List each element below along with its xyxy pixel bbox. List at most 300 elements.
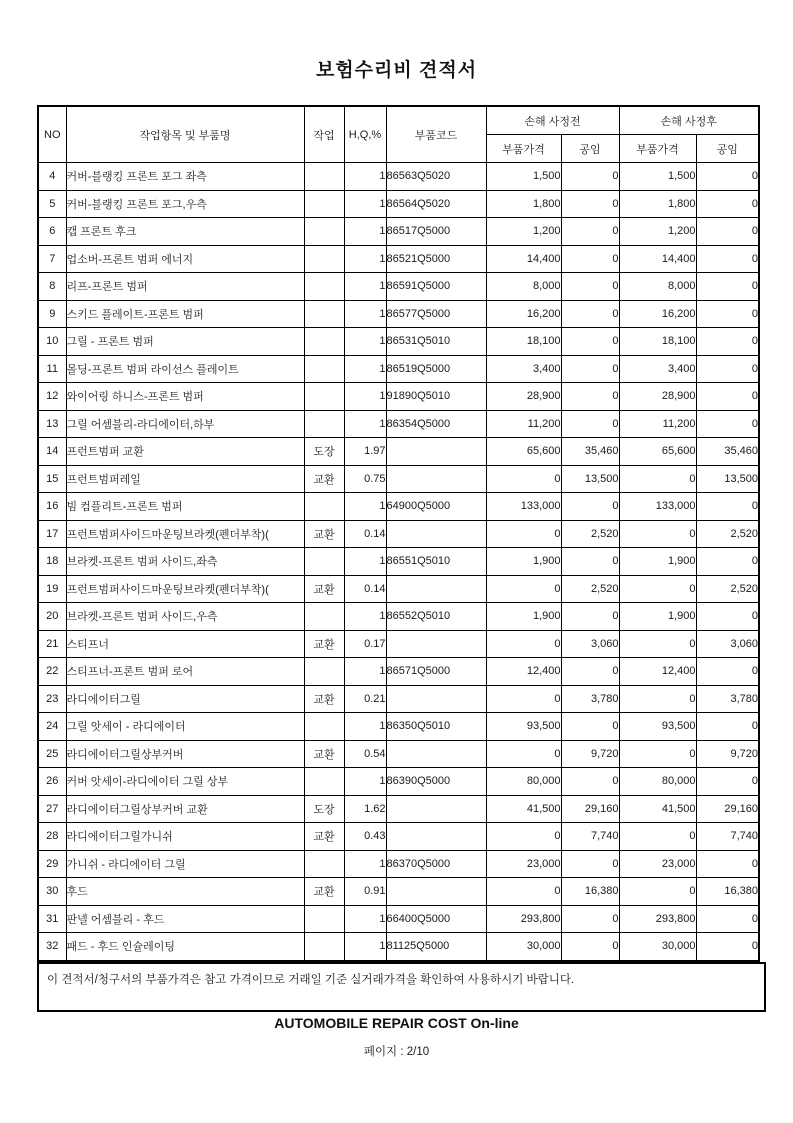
table-row bbox=[38, 685, 759, 713]
cell-labor-after: 0 bbox=[696, 245, 759, 273]
cell-part-price-after: 8,000 bbox=[619, 273, 696, 301]
cell-no: 17 bbox=[38, 520, 66, 548]
cell-part-name: 스티프너-프론트 범퍼 로어 bbox=[66, 658, 304, 686]
cell-labor-after: 0 bbox=[696, 905, 759, 933]
table-row bbox=[38, 603, 759, 631]
table-row bbox=[38, 630, 759, 658]
cell-no: 16 bbox=[38, 493, 66, 521]
cell-part-name: 판넬 어셈블리 - 후드 bbox=[66, 905, 304, 933]
cell-no: 12 bbox=[38, 383, 66, 411]
cell-part-price-before: 1,500 bbox=[486, 163, 561, 191]
cell-hq: 1 bbox=[344, 300, 386, 328]
cell-work: 도장 bbox=[304, 795, 344, 823]
cell-labor-before: 0 bbox=[561, 410, 619, 438]
cell-hq: 1.97 bbox=[344, 438, 386, 466]
cell-hq: 1 bbox=[344, 218, 386, 246]
cell-part-price-after: 14,400 bbox=[619, 245, 696, 273]
cell-no: 23 bbox=[38, 685, 66, 713]
cell-part-price-after: 0 bbox=[619, 823, 696, 851]
cell-hq: 1 bbox=[344, 850, 386, 878]
cell-labor-after: 0 bbox=[696, 190, 759, 218]
header-labor-after: 공임 bbox=[696, 135, 759, 163]
cell-part-code: 86517Q5000 bbox=[386, 218, 486, 246]
cell-part-code: 86370Q5000 bbox=[386, 850, 486, 878]
cell-part-price-after: 0 bbox=[619, 740, 696, 768]
cell-part-name: 커버-블랭킹 프론트 포그,우측 bbox=[66, 190, 304, 218]
cell-part-price-before: 80,000 bbox=[486, 768, 561, 796]
cell-labor-before: 0 bbox=[561, 603, 619, 631]
cell-part-price-after: 18,100 bbox=[619, 328, 696, 356]
cell-part-price-after: 93,500 bbox=[619, 713, 696, 741]
header-part-code: 부품코드 bbox=[386, 106, 486, 163]
cell-labor-before: 0 bbox=[561, 328, 619, 356]
cell-work: 교환 bbox=[304, 878, 344, 906]
cell-part-price-after: 65,600 bbox=[619, 438, 696, 466]
brand-text: AUTOMOBILE REPAIR COST On-line bbox=[274, 1015, 519, 1031]
cell-work bbox=[304, 850, 344, 878]
notice-box bbox=[37, 962, 766, 1012]
cell-part-name: 스티프너 bbox=[66, 630, 304, 658]
cell-hq: 1 bbox=[344, 603, 386, 631]
cell-hq: 1 bbox=[344, 493, 386, 521]
cell-hq: 1.62 bbox=[344, 795, 386, 823]
cell-part-code: 86551Q5010 bbox=[386, 548, 486, 576]
cell-part-price-after: 1,900 bbox=[619, 603, 696, 631]
cell-labor-before: 0 bbox=[561, 493, 619, 521]
cell-no: 21 bbox=[38, 630, 66, 658]
cell-labor-after: 0 bbox=[696, 383, 759, 411]
table-row bbox=[38, 218, 759, 246]
cell-labor-before: 29,160 bbox=[561, 795, 619, 823]
cell-hq: 0.21 bbox=[344, 685, 386, 713]
cell-part-price-before: 0 bbox=[486, 520, 561, 548]
header-item-name: 작업항목 및 부품명 bbox=[66, 106, 304, 163]
cell-labor-before: 0 bbox=[561, 300, 619, 328]
cell-part-code: 86591Q5000 bbox=[386, 273, 486, 301]
cell-no: 31 bbox=[38, 905, 66, 933]
cell-part-price-before: 0 bbox=[486, 465, 561, 493]
cell-part-code: 86563Q5020 bbox=[386, 163, 486, 191]
cell-hq: 0.54 bbox=[344, 740, 386, 768]
table-row bbox=[38, 878, 759, 906]
cell-part-code: 86531Q5010 bbox=[386, 328, 486, 356]
cell-work bbox=[304, 218, 344, 246]
cell-work bbox=[304, 383, 344, 411]
cell-part-name: 패드 - 후드 인슐레이팅 bbox=[66, 933, 304, 961]
cell-labor-before: 0 bbox=[561, 548, 619, 576]
cell-work: 교환 bbox=[304, 575, 344, 603]
cell-no: 15 bbox=[38, 465, 66, 493]
cell-part-price-before: 41,500 bbox=[486, 795, 561, 823]
cell-part-code bbox=[386, 878, 486, 906]
cell-part-code: 64900Q5000 bbox=[386, 493, 486, 521]
cell-part-price-after: 0 bbox=[619, 630, 696, 658]
table-row bbox=[38, 850, 759, 878]
cell-no: 18 bbox=[38, 548, 66, 576]
cell-hq: 0.91 bbox=[344, 878, 386, 906]
cell-hq: 1 bbox=[344, 658, 386, 686]
cell-part-name: 그릴 - 프론트 범퍼 bbox=[66, 328, 304, 356]
cell-work: 교환 bbox=[304, 630, 344, 658]
cell-hq: 1 bbox=[344, 933, 386, 961]
cell-part-price-before: 293,800 bbox=[486, 905, 561, 933]
cell-part-price-after: 16,200 bbox=[619, 300, 696, 328]
cell-part-name: 브라켓-프론트 범퍼 사이드,좌측 bbox=[66, 548, 304, 576]
cell-labor-after: 0 bbox=[696, 273, 759, 301]
cell-hq: 1 bbox=[344, 768, 386, 796]
cell-labor-before: 3,780 bbox=[561, 685, 619, 713]
table-row bbox=[38, 713, 759, 741]
cell-no: 24 bbox=[38, 713, 66, 741]
table-row bbox=[38, 823, 759, 851]
cell-labor-after: 0 bbox=[696, 603, 759, 631]
cell-part-name: 커버-블랭킹 프론트 포그 좌측 bbox=[66, 163, 304, 191]
cell-part-price-before: 93,500 bbox=[486, 713, 561, 741]
header-no: NO bbox=[38, 106, 66, 163]
cell-part-price-before: 1,800 bbox=[486, 190, 561, 218]
table-row bbox=[38, 548, 759, 576]
cell-part-price-before: 1,200 bbox=[486, 218, 561, 246]
table-row bbox=[38, 575, 759, 603]
cell-labor-before: 2,520 bbox=[561, 520, 619, 548]
cell-work bbox=[304, 163, 344, 191]
estimate-table-body bbox=[38, 163, 759, 961]
cell-no: 19 bbox=[38, 575, 66, 603]
cell-part-code: 86564Q5020 bbox=[386, 190, 486, 218]
cell-part-code: 86577Q5000 bbox=[386, 300, 486, 328]
cell-labor-after: 0 bbox=[696, 410, 759, 438]
cell-part-price-before: 30,000 bbox=[486, 933, 561, 961]
table-row bbox=[38, 245, 759, 273]
header-hq: H,Q,% bbox=[344, 106, 386, 163]
cell-part-price-before: 0 bbox=[486, 823, 561, 851]
cell-labor-before: 0 bbox=[561, 273, 619, 301]
cell-part-price-before: 18,100 bbox=[486, 328, 561, 356]
cell-part-price-before: 0 bbox=[486, 878, 561, 906]
cell-part-code bbox=[386, 438, 486, 466]
table-row bbox=[38, 190, 759, 218]
cell-work bbox=[304, 245, 344, 273]
cell-part-price-before: 1,900 bbox=[486, 603, 561, 631]
cell-part-price-after: 11,200 bbox=[619, 410, 696, 438]
cell-part-code: 86350Q5010 bbox=[386, 713, 486, 741]
cell-part-code: 86390Q5000 bbox=[386, 768, 486, 796]
table-row bbox=[38, 355, 759, 383]
cell-part-price-after: 0 bbox=[619, 575, 696, 603]
cell-no: 14 bbox=[38, 438, 66, 466]
cell-part-code bbox=[386, 465, 486, 493]
cell-part-price-after: 23,000 bbox=[619, 850, 696, 878]
cell-part-code bbox=[386, 823, 486, 851]
cell-part-price-before: 14,400 bbox=[486, 245, 561, 273]
table-row bbox=[38, 328, 759, 356]
cell-no: 8 bbox=[38, 273, 66, 301]
cell-labor-after: 0 bbox=[696, 548, 759, 576]
cell-part-price-before: 1,900 bbox=[486, 548, 561, 576]
cell-part-name: 그릴 어셈블리-라디에이터,하부 bbox=[66, 410, 304, 438]
cell-no: 27 bbox=[38, 795, 66, 823]
cell-labor-before: 7,740 bbox=[561, 823, 619, 851]
cell-labor-before: 0 bbox=[561, 768, 619, 796]
cell-part-code: 91890Q5010 bbox=[386, 383, 486, 411]
cell-labor-before: 16,380 bbox=[561, 878, 619, 906]
cell-part-price-after: 3,400 bbox=[619, 355, 696, 383]
cell-part-name: 브라켓-프론트 범퍼 사이드,우측 bbox=[66, 603, 304, 631]
cell-part-price-before: 0 bbox=[486, 740, 561, 768]
cell-part-name: 프런트범퍼레일 bbox=[66, 465, 304, 493]
cell-no: 20 bbox=[38, 603, 66, 631]
cell-labor-after: 0 bbox=[696, 300, 759, 328]
cell-work: 교환 bbox=[304, 685, 344, 713]
cell-hq: 0.14 bbox=[344, 520, 386, 548]
cell-labor-before: 3,060 bbox=[561, 630, 619, 658]
cell-part-price-before: 0 bbox=[486, 630, 561, 658]
cell-part-price-before: 12,400 bbox=[486, 658, 561, 686]
cell-work bbox=[304, 300, 344, 328]
cell-no: 30 bbox=[38, 878, 66, 906]
cell-labor-after: 0 bbox=[696, 713, 759, 741]
cell-labor-before: 0 bbox=[561, 163, 619, 191]
cell-part-code: 86354Q5000 bbox=[386, 410, 486, 438]
cell-hq: 1 bbox=[344, 905, 386, 933]
cell-no: 11 bbox=[38, 355, 66, 383]
cell-labor-after: 3,060 bbox=[696, 630, 759, 658]
cell-part-price-after: 1,800 bbox=[619, 190, 696, 218]
cell-part-code bbox=[386, 685, 486, 713]
cell-part-price-before: 0 bbox=[486, 685, 561, 713]
cell-labor-after: 0 bbox=[696, 328, 759, 356]
table-row bbox=[38, 905, 759, 933]
cell-part-name: 몰딩-프론트 범퍼 라이선스 플레이트 bbox=[66, 355, 304, 383]
cell-part-price-after: 0 bbox=[619, 878, 696, 906]
cell-work bbox=[304, 190, 344, 218]
page-title: 보험수리비 견적서 bbox=[315, 60, 478, 81]
table-row bbox=[38, 658, 759, 686]
cell-labor-before: 0 bbox=[561, 245, 619, 273]
cell-labor-after: 0 bbox=[696, 218, 759, 246]
cell-part-name: 라디에이터그릴상부커버 bbox=[66, 740, 304, 768]
table-row bbox=[38, 768, 759, 796]
estimate-table-header bbox=[38, 106, 759, 163]
cell-part-price-before: 11,200 bbox=[486, 410, 561, 438]
header-part-price-before: 부품가격 bbox=[486, 135, 561, 163]
cell-no: 25 bbox=[38, 740, 66, 768]
cell-labor-before: 0 bbox=[561, 658, 619, 686]
cell-part-price-after: 0 bbox=[619, 465, 696, 493]
notice-text: 이 견적서/청구서의 부품가격은 참고 가격이므로 거래일 기준 실거래가격을 확인하여 사용하시기 바랍니다. bbox=[47, 974, 575, 986]
cell-no: 9 bbox=[38, 300, 66, 328]
cell-part-price-after: 1,500 bbox=[619, 163, 696, 191]
cell-labor-after: 0 bbox=[696, 163, 759, 191]
cell-no: 6 bbox=[38, 218, 66, 246]
cell-no: 29 bbox=[38, 850, 66, 878]
estimate-table bbox=[37, 105, 760, 962]
table-row bbox=[38, 273, 759, 301]
cell-part-name: 가니쉬 - 라디에이터 그릴 bbox=[66, 850, 304, 878]
cell-no: 7 bbox=[38, 245, 66, 273]
cell-part-price-after: 41,500 bbox=[619, 795, 696, 823]
cell-part-name: 후드 bbox=[66, 878, 304, 906]
page-number: 페이지 : 2/10 bbox=[363, 1046, 430, 1058]
cell-part-price-after: 12,400 bbox=[619, 658, 696, 686]
table-row bbox=[38, 520, 759, 548]
table-row bbox=[38, 933, 759, 961]
cell-labor-after: 2,520 bbox=[696, 575, 759, 603]
table-row bbox=[38, 465, 759, 493]
cell-labor-before: 0 bbox=[561, 383, 619, 411]
cell-labor-after: 13,500 bbox=[696, 465, 759, 493]
cell-labor-after: 29,160 bbox=[696, 795, 759, 823]
cell-part-price-before: 65,600 bbox=[486, 438, 561, 466]
cell-labor-after: 0 bbox=[696, 658, 759, 686]
cell-hq: 1 bbox=[344, 245, 386, 273]
table-row bbox=[38, 163, 759, 191]
cell-work bbox=[304, 410, 344, 438]
header-before-group: 손해 사정전 bbox=[486, 106, 619, 135]
cell-hq: 1 bbox=[344, 355, 386, 383]
cell-labor-before: 0 bbox=[561, 905, 619, 933]
cell-hq: 1 bbox=[344, 190, 386, 218]
cell-labor-after: 0 bbox=[696, 933, 759, 961]
cell-work bbox=[304, 548, 344, 576]
cell-part-code: 66400Q5000 bbox=[386, 905, 486, 933]
cell-part-name: 라디에이터그릴가니쉬 bbox=[66, 823, 304, 851]
cell-part-name: 프런트범퍼사이드마운팅브라켓(펜더부착)( bbox=[66, 575, 304, 603]
cell-part-price-before: 28,900 bbox=[486, 383, 561, 411]
cell-no: 28 bbox=[38, 823, 66, 851]
cell-part-name: 와이어링 하니스-프론트 범퍼 bbox=[66, 383, 304, 411]
header-part-price-after: 부품가격 bbox=[619, 135, 696, 163]
cell-part-price-after: 80,000 bbox=[619, 768, 696, 796]
cell-hq: 1 bbox=[344, 163, 386, 191]
cell-work: 도장 bbox=[304, 438, 344, 466]
cell-hq: 0.75 bbox=[344, 465, 386, 493]
cell-work bbox=[304, 905, 344, 933]
cell-part-code bbox=[386, 575, 486, 603]
cell-part-name: 커버 앗세이-라디에이터 그릴 상부 bbox=[66, 768, 304, 796]
table-row bbox=[38, 740, 759, 768]
cell-labor-after: 0 bbox=[696, 355, 759, 383]
cell-part-name: 캡 프론트 후크 bbox=[66, 218, 304, 246]
cell-work bbox=[304, 658, 344, 686]
cell-part-price-after: 133,000 bbox=[619, 493, 696, 521]
cell-part-code: 86571Q5000 bbox=[386, 658, 486, 686]
cell-work: 교환 bbox=[304, 465, 344, 493]
cell-hq: 0.43 bbox=[344, 823, 386, 851]
cell-no: 26 bbox=[38, 768, 66, 796]
cell-part-name: 그릴 앗세이 - 라디에이터 bbox=[66, 713, 304, 741]
cell-part-price-before: 133,000 bbox=[486, 493, 561, 521]
cell-part-code bbox=[386, 795, 486, 823]
cell-part-name: 라디에이터그릴 bbox=[66, 685, 304, 713]
cell-part-price-after: 30,000 bbox=[619, 933, 696, 961]
cell-part-name: 프런트범퍼사이드마운팅브라켓(펜더부착)( bbox=[66, 520, 304, 548]
cell-hq: 0.14 bbox=[344, 575, 386, 603]
cell-part-price-after: 1,900 bbox=[619, 548, 696, 576]
cell-part-name: 프런트범퍼 교환 bbox=[66, 438, 304, 466]
cell-work bbox=[304, 355, 344, 383]
cell-part-code bbox=[386, 740, 486, 768]
cell-work: 교환 bbox=[304, 740, 344, 768]
cell-part-price-after: 293,800 bbox=[619, 905, 696, 933]
cell-part-name: 라디에이터그릴상부커버 교환 bbox=[66, 795, 304, 823]
header-work: 작업 bbox=[304, 106, 344, 163]
cell-part-price-before: 8,000 bbox=[486, 273, 561, 301]
cell-labor-after: 2,520 bbox=[696, 520, 759, 548]
cell-no: 32 bbox=[38, 933, 66, 961]
cell-labor-before: 2,520 bbox=[561, 575, 619, 603]
cell-part-code: 86519Q5000 bbox=[386, 355, 486, 383]
cell-no: 4 bbox=[38, 163, 66, 191]
cell-work bbox=[304, 328, 344, 356]
cell-no: 22 bbox=[38, 658, 66, 686]
cell-part-code bbox=[386, 630, 486, 658]
cell-part-price-after: 1,200 bbox=[619, 218, 696, 246]
cell-labor-after: 0 bbox=[696, 850, 759, 878]
cell-part-code bbox=[386, 520, 486, 548]
cell-hq: 1 bbox=[344, 713, 386, 741]
cell-part-price-after: 0 bbox=[619, 520, 696, 548]
cell-part-price-before: 3,400 bbox=[486, 355, 561, 383]
cell-labor-after: 16,380 bbox=[696, 878, 759, 906]
cell-part-code: 86552Q5010 bbox=[386, 603, 486, 631]
cell-no: 10 bbox=[38, 328, 66, 356]
header-labor-before: 공임 bbox=[561, 135, 619, 163]
table-row bbox=[38, 795, 759, 823]
cell-labor-before: 35,460 bbox=[561, 438, 619, 466]
estimate-table-container bbox=[37, 105, 758, 962]
cell-part-name: 리프-프론트 범퍼 bbox=[66, 273, 304, 301]
header-row-groups bbox=[38, 106, 759, 135]
cell-work: 교환 bbox=[304, 823, 344, 851]
cell-work bbox=[304, 493, 344, 521]
table-row bbox=[38, 493, 759, 521]
cell-labor-before: 0 bbox=[561, 190, 619, 218]
cell-work bbox=[304, 713, 344, 741]
cell-part-name: 스키드 플레이트-프론트 범퍼 bbox=[66, 300, 304, 328]
cell-part-price-after: 0 bbox=[619, 685, 696, 713]
cell-labor-before: 0 bbox=[561, 850, 619, 878]
cell-no: 5 bbox=[38, 190, 66, 218]
cell-part-price-before: 16,200 bbox=[486, 300, 561, 328]
cell-part-name: 업소버-프론트 범퍼 에너지 bbox=[66, 245, 304, 273]
header-after-group: 손해 사정후 bbox=[619, 106, 759, 135]
cell-work bbox=[304, 768, 344, 796]
table-row bbox=[38, 410, 759, 438]
cell-part-price-before: 23,000 bbox=[486, 850, 561, 878]
table-row bbox=[38, 383, 759, 411]
cell-part-price-after: 28,900 bbox=[619, 383, 696, 411]
table-row bbox=[38, 438, 759, 466]
cell-work bbox=[304, 273, 344, 301]
cell-labor-after: 9,720 bbox=[696, 740, 759, 768]
cell-labor-before: 0 bbox=[561, 713, 619, 741]
cell-part-price-before: 0 bbox=[486, 575, 561, 603]
cell-work: 교환 bbox=[304, 520, 344, 548]
cell-hq: 1 bbox=[344, 383, 386, 411]
cell-work bbox=[304, 933, 344, 961]
cell-hq: 1 bbox=[344, 548, 386, 576]
cell-hq: 0.17 bbox=[344, 630, 386, 658]
cell-labor-before: 0 bbox=[561, 933, 619, 961]
cell-labor-before: 13,500 bbox=[561, 465, 619, 493]
cell-labor-after: 0 bbox=[696, 768, 759, 796]
cell-labor-before: 0 bbox=[561, 355, 619, 383]
cell-part-code: 86521Q5000 bbox=[386, 245, 486, 273]
cell-labor-after: 35,460 bbox=[696, 438, 759, 466]
cell-part-name: 빔 컴플리트-프론트 범퍼 bbox=[66, 493, 304, 521]
cell-labor-before: 0 bbox=[561, 218, 619, 246]
